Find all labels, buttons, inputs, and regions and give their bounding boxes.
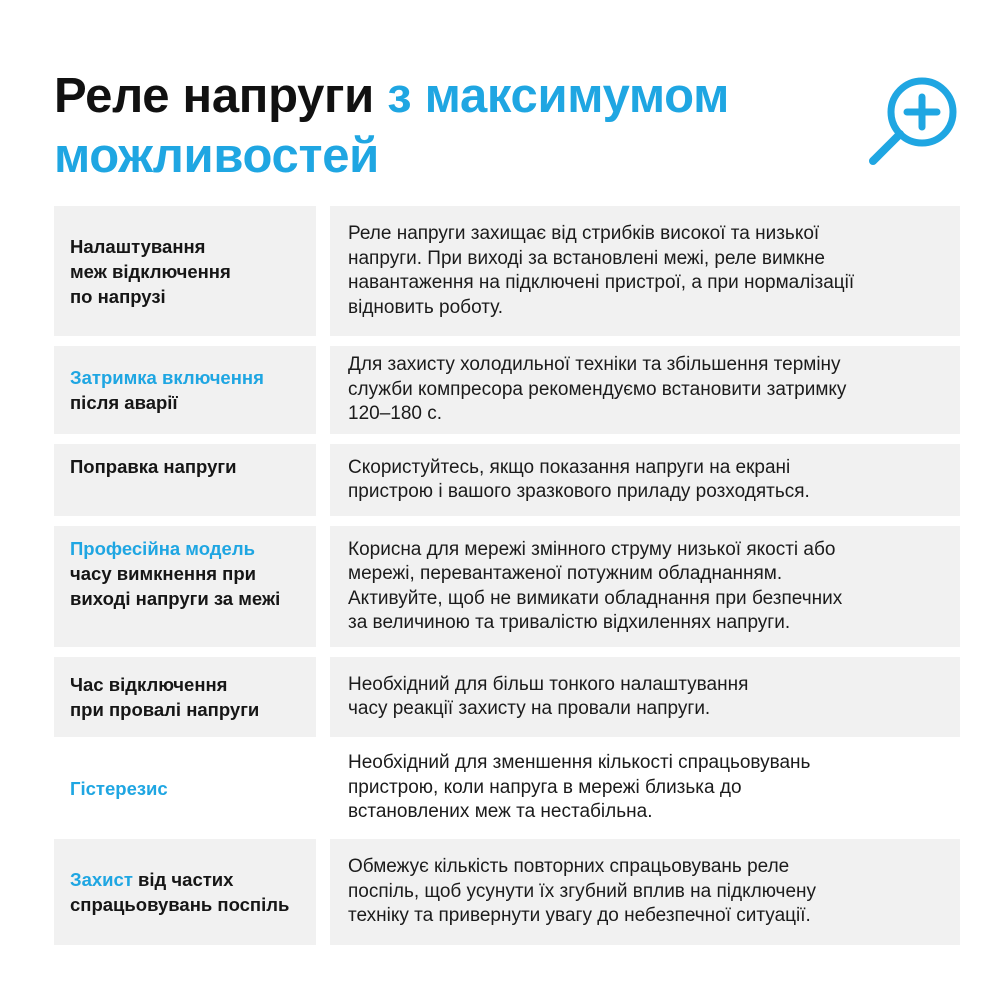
- feature-label: Захист від частих спрацьовувань поспіль: [70, 869, 290, 915]
- feature-description-cell: [330, 526, 960, 647]
- feature-row-frequent-trips: [54, 839, 960, 945]
- feature-label-cell: [54, 346, 316, 434]
- feature-description: Скористуйтесь, якщо показання напруги на екрані пристрою і вашого зразкового приладу розходяться.: [348, 456, 810, 502]
- feature-label-cell: [54, 747, 316, 829]
- feature-row-professional-model: [54, 526, 960, 647]
- feature-description-cell: [330, 657, 960, 737]
- feature-row-restart-delay: [54, 346, 960, 434]
- feature-row-voltage-limits: [54, 206, 960, 336]
- feature-label: Професійна модель часу вимкнення при виході напруги за межі: [70, 538, 281, 609]
- feature-label-cell: [54, 839, 316, 945]
- feature-label-cell: [54, 444, 316, 516]
- feature-row-hysteresis: [54, 747, 960, 829]
- title-accent: з максимумом можливостей: [54, 69, 730, 183]
- feature-description: Корисна для мережі змінного струму низької якості або мережі, перевантаженої потужним обладнанням. Активуйте, щоб не вимикати обладнання при безпечних за величиною та тривалістю відхиленнях напруги.: [348, 538, 843, 633]
- feature-label: Гістерезис: [70, 777, 168, 799]
- title-main: Реле напруги: [54, 69, 388, 123]
- feature-row-voltage-correction: [54, 444, 960, 516]
- feature-description: Необхідний для зменшення кількості спрацьовувань пристрою, коли напруга в мережі близька до встановлених меж та нестабільна.: [348, 752, 811, 823]
- feature-description: Для захисту холодильної техніки та збільшення терміну служби компресора рекомендуємо встановити затримку 120–180 с.: [348, 354, 847, 425]
- feature-label-cell: [54, 657, 316, 737]
- feature-description: Необхідний для більш тонкого налаштування часу реакції захисту на провали напруги.: [348, 673, 749, 719]
- feature-label: Налаштування меж відключення по напрузі: [70, 235, 231, 307]
- feature-description: Обмежує кількість повторних спрацьовувань реле поспіль, щоб усунути їх згубний вплив на підключену техніку та привернути увагу до небезпечної ситуації.: [348, 856, 817, 927]
- feature-label: Поправка напруги: [70, 456, 237, 477]
- feature-description-cell: [330, 206, 960, 336]
- feature-row-dip-time: [54, 657, 960, 737]
- feature-description-cell: [330, 444, 960, 516]
- feature-label-cell: [54, 526, 316, 647]
- feature-label: Затримка включення після аварії: [70, 367, 264, 413]
- feature-description: Реле напруги захищає від стрибків високої та низької напруги. При виході за встановлені межі, реле вимкне навантаження на підключені пристрої, а при нормалізації відновить роботу.: [348, 223, 855, 318]
- feature-label-cell: [54, 206, 316, 336]
- page-title: [54, 66, 729, 186]
- feature-description-cell: [330, 346, 960, 434]
- feature-description-cell: [330, 839, 960, 945]
- features-table: [54, 206, 960, 955]
- feature-label: Час відключення при провалі напруги: [70, 674, 260, 720]
- zoom-in-icon[interactable]: [864, 72, 964, 172]
- feature-description-cell: [330, 747, 960, 829]
